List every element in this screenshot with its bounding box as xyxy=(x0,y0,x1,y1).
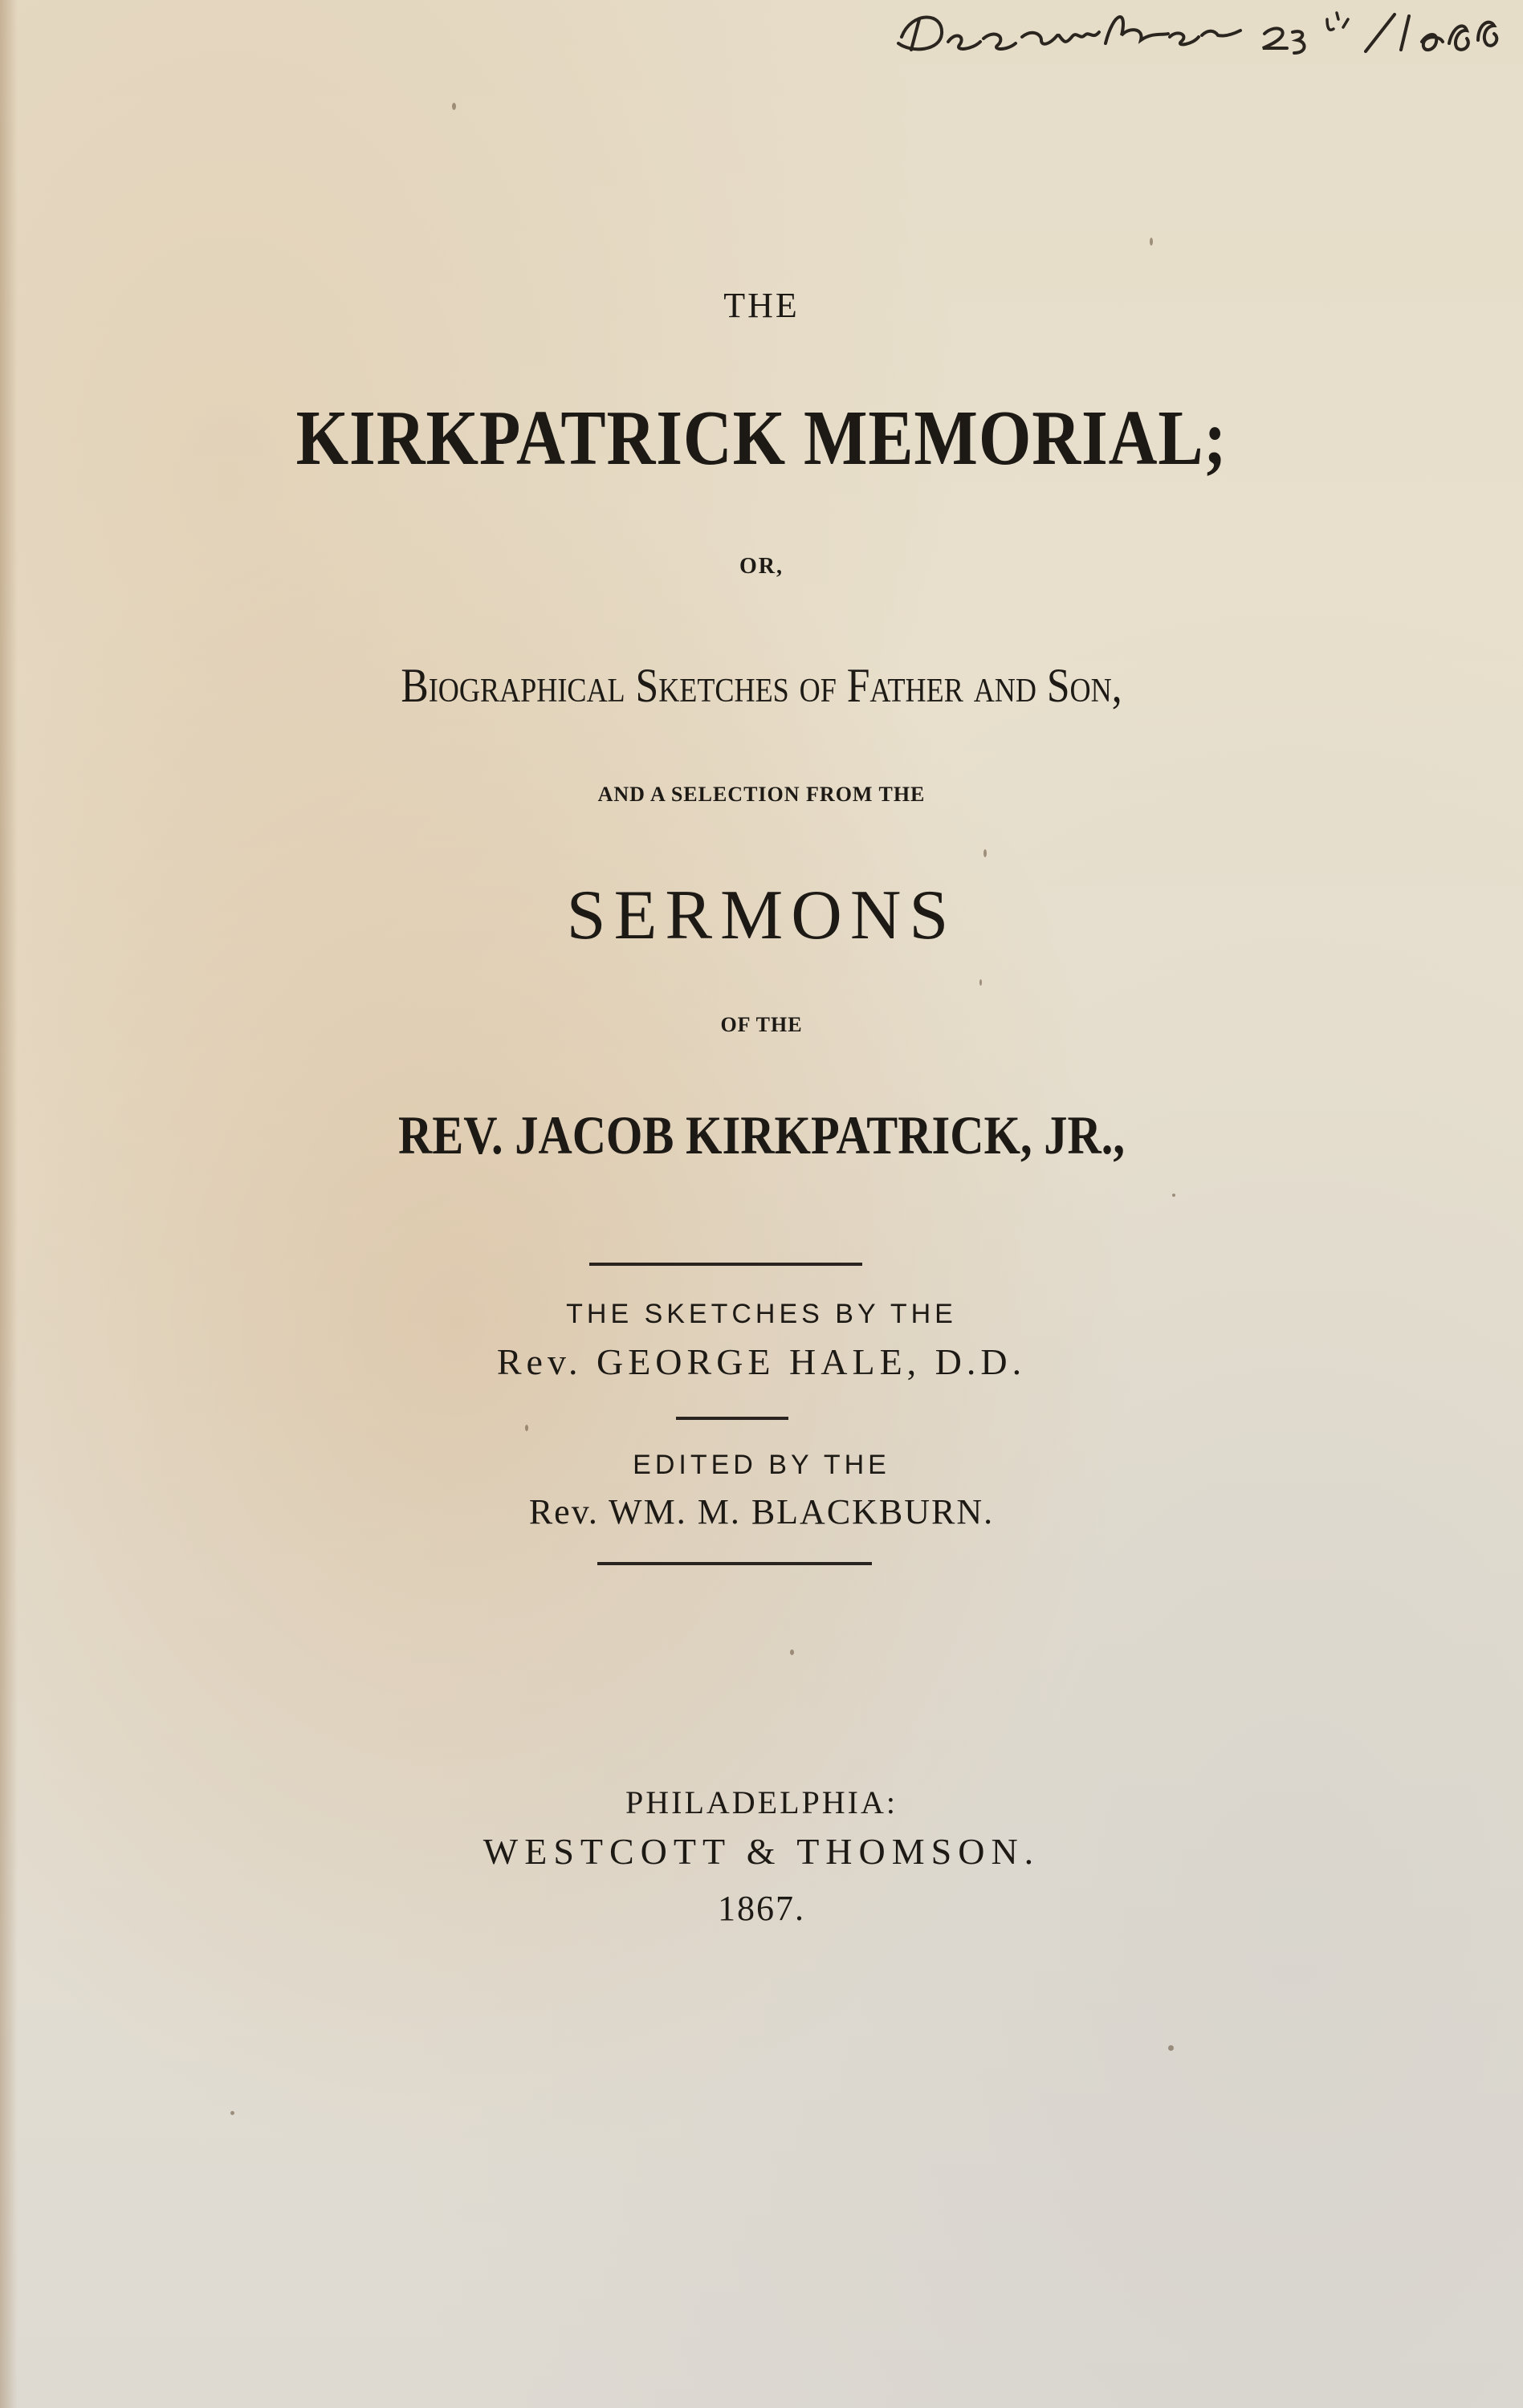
edited-by-label: EDITED BY THE xyxy=(633,1450,890,1480)
author-name: REV. JACOB KIRKPATRICK, JR., xyxy=(398,1104,1125,1165)
page-edge-shadow xyxy=(0,0,18,2408)
foxing-speck xyxy=(790,1649,794,1655)
sketches-by-label: THE SKETCHES BY THE xyxy=(566,1299,957,1329)
foxing-speck xyxy=(1172,1194,1175,1197)
foxing-speck xyxy=(1150,238,1153,246)
foxing-speck xyxy=(230,2111,234,2115)
title-or: OR, xyxy=(739,554,784,579)
sketches-author: Rev. GEORGE HALE, D.D. xyxy=(496,1341,1027,1382)
imprint-publisher: WESTCOTT & THOMSON. xyxy=(483,1831,1040,1872)
editor-name: Rev. WM. M. BLACKBURN. xyxy=(528,1492,995,1531)
foxing-speck xyxy=(525,1425,528,1431)
of-the-line: OF THE xyxy=(720,1013,803,1036)
foxing-speck xyxy=(1168,2045,1174,2051)
main-title: KIRKPATRICK MEMORIAL; xyxy=(295,395,1228,482)
divider-rule xyxy=(676,1417,788,1420)
inscription-text: December 25th 1866 xyxy=(887,3,894,4)
title-the: THE xyxy=(723,286,800,325)
handwritten-date-inscription xyxy=(887,3,1521,67)
foxing-speck xyxy=(979,979,982,986)
divider-rule xyxy=(597,1562,872,1565)
divider-rule xyxy=(589,1263,862,1266)
imprint-year: 1867. xyxy=(718,1889,805,1928)
subtitle: Biographical Sketches of Father and Son, xyxy=(401,659,1122,712)
imprint-city: PHILADELPHIA: xyxy=(625,1784,898,1820)
selection-line: AND A SELECTION FROM THE xyxy=(597,783,926,806)
sermons-heading: SERMONS xyxy=(566,877,957,954)
foxing-speck xyxy=(983,849,987,857)
foxing-speck xyxy=(452,103,456,110)
